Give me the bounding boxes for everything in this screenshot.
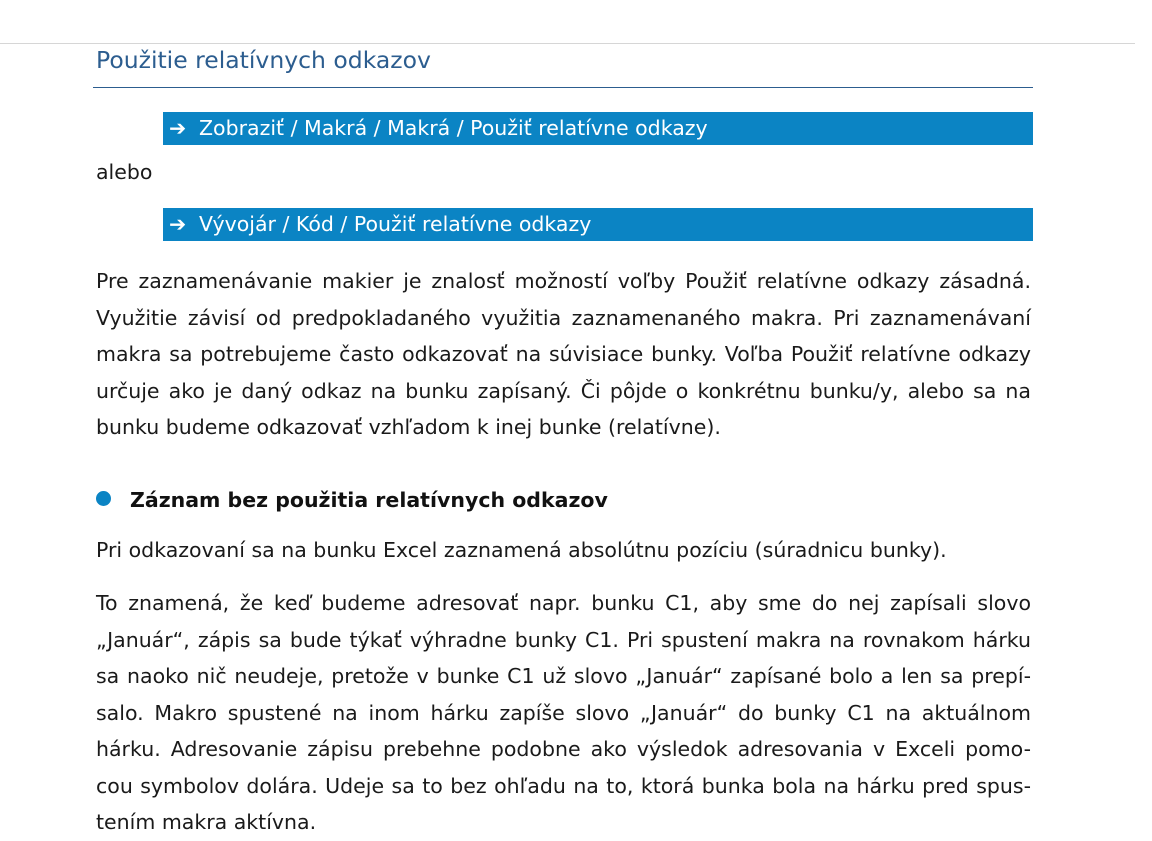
bullet-dot-icon xyxy=(96,491,111,506)
bullet-heading: Záznam bez použitia relatívnych odkazov xyxy=(130,488,608,512)
paragraph-line: makra sa potrebujeme často odkazovať na súvisiace bunky. Voľba Použiť relatívne odkazy xyxy=(96,342,1031,366)
bullet-heading-row xyxy=(96,488,608,516)
example-paragraph xyxy=(96,585,1031,841)
arrow-right-icon: ➔ xyxy=(169,212,187,236)
page-top-divider xyxy=(0,43,1135,44)
arrow-right-icon: ➔ xyxy=(169,116,187,140)
menu-path-developer-code xyxy=(163,208,1033,241)
heading-underline xyxy=(93,87,1033,88)
paragraph-line: salo. Makro spustené na inom hárku zapíše slovo „Január“ do bunky C1 na aktuálnom xyxy=(96,700,1031,725)
menu-path-text: Zobraziť / Makrá / Makrá / Použiť relatívne odkazy xyxy=(199,116,708,140)
paragraph-line: cou symbolov dolára. Udeje sa to bez ohľadu na to, ktorá bunka bola na hárku pred spus- xyxy=(96,773,1031,798)
paragraph-line: Pre zaznamenávanie makier je znalosť možností voľby Použiť relatívne odkazy zásadná. xyxy=(96,269,1031,293)
paragraph-line: sa naoko nič neudeje, pretože v bunke C1 už slovo „Január“ zapísané bolo a len sa prepí- xyxy=(96,664,1031,688)
paragraph-line: bunku budeme odkazovať vzhľadom k inej bunke (relatívne). xyxy=(96,415,721,439)
paragraph-line: „Január“, zápis sa bude týkať výhradne bunky C1. Pri spustení makra na rovnakom hárku xyxy=(96,627,1031,652)
paragraph-line: určuje ako je daný odkaz na bunku zapísaný. Či pôjde o konkrétnu bunku/y, alebo sa na xyxy=(96,378,1031,403)
intro-paragraph xyxy=(96,263,1031,446)
paragraph-line: To znamená, že keď budeme adresovať napr. bunku C1, aby sme do nej zapísali slovo xyxy=(96,591,1031,615)
or-label: alebo xyxy=(96,160,153,184)
absolute-position-paragraph: Pri odkazovaní sa na bunku Excel zaznamená absolútnu pozíciu (súradnicu bunky). xyxy=(96,538,947,562)
paragraph-line: tením makra aktívna. xyxy=(96,810,317,834)
menu-path-text: Vývojár / Kód / Použiť relatívne odkazy xyxy=(199,212,592,236)
section-heading: Použitie relatívnych odkazov xyxy=(96,46,431,74)
paragraph-line: hárku. Adresovanie zápisu prebehne podobne ako výsledok adresovania v Exceli pomo- xyxy=(96,737,1031,761)
paragraph-line: Využitie závisí od predpokladaného využitia zaznamenaného makra. Pri zaznamenávaní xyxy=(96,305,1031,330)
menu-path-view-macros xyxy=(163,112,1033,145)
